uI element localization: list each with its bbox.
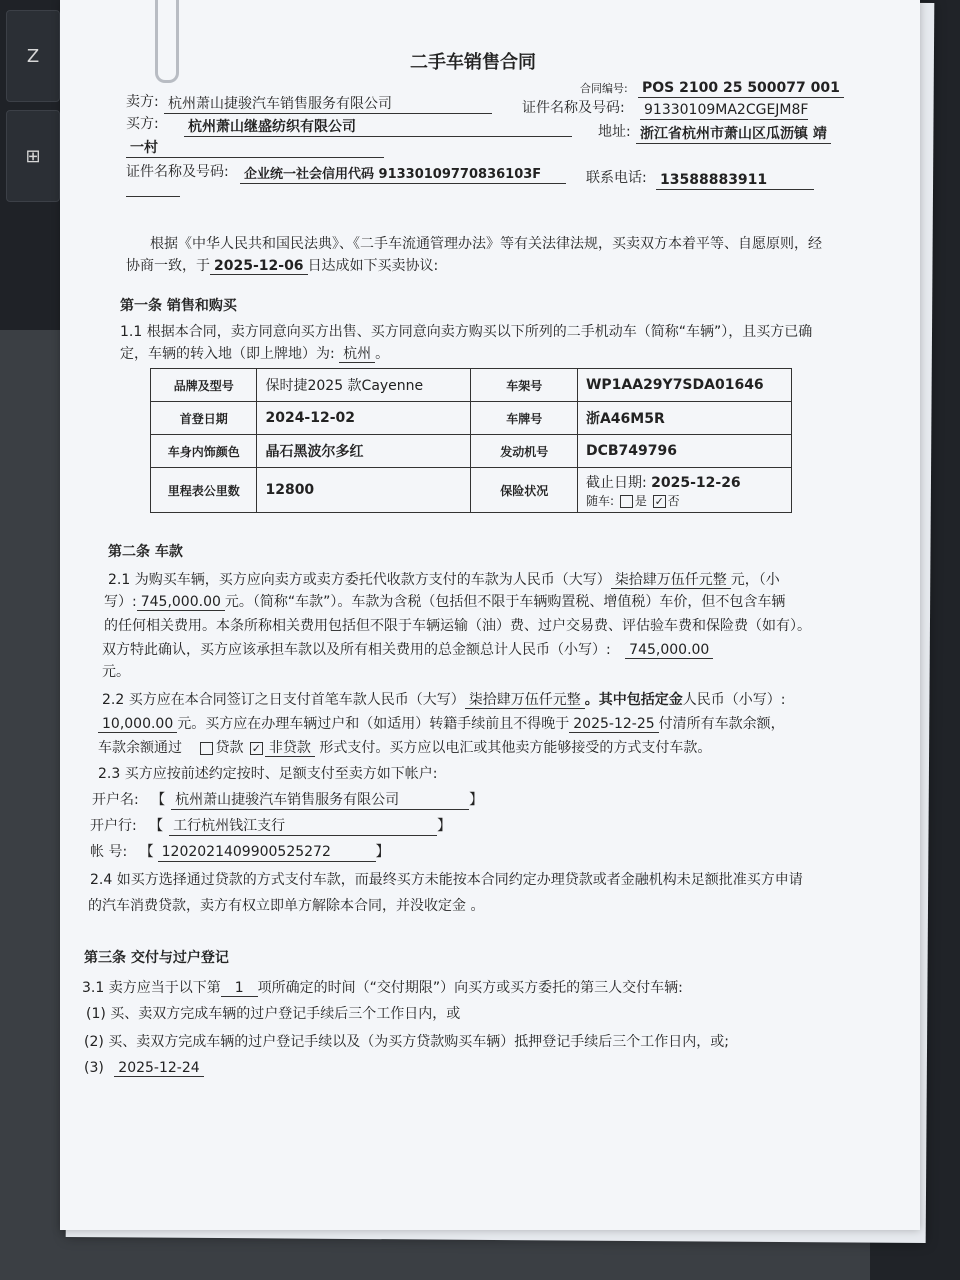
insurance-with-label: 随车: xyxy=(585,493,614,508)
account-no-label: 帐 号: xyxy=(90,844,128,860)
article-2-4-line-1: 2.4 如买方选择通过贷款的方式支付车款，而最终买方未能按本合同约定办理贷款或者金融机构未足额批准买方申请 xyxy=(90,872,803,888)
vin-label: 车架号 xyxy=(471,369,577,402)
paper-clip-icon xyxy=(155,0,179,83)
insurance-no: 否 xyxy=(667,493,680,508)
insurance-cell xyxy=(577,468,791,513)
insurance-yes: 是 xyxy=(634,493,647,508)
plate-value: 浙A46M5R xyxy=(577,402,791,435)
agreement-date: 2025-12-06 xyxy=(210,258,308,275)
deposit-amount: 10,000.00 xyxy=(98,716,177,733)
article-2-1-line-1: 2.1 为购买车辆，买方应向卖方或卖方委托代收款方支付的车款为人民币（大写） xyxy=(108,572,611,588)
engine-label: 发动机号 xyxy=(471,435,577,468)
period: 。 xyxy=(375,346,390,362)
account-no: 1202021409900525272 xyxy=(158,844,376,862)
article-2-1-line-3: 的任何相关费用。本条所称相关费用包括但不限于车辆运输（油）费、过户交易费、评估验车费和保险费（如有）。 xyxy=(104,618,811,634)
article-3-1-item-3-label: (3) xyxy=(84,1060,104,1076)
price-in-words: 柒拾肆万伍仟元整 xyxy=(611,572,731,589)
contract-no: POS 2100 25 500077 001 xyxy=(638,80,844,98)
brand-label: 品牌及型号 xyxy=(151,369,257,402)
article-2-2-line-2a: 元。买方应在办理车辆过户和（如适用）转籍手续前且不得晚于 xyxy=(177,716,570,732)
insurance-expiry-label: 截止日期: xyxy=(585,474,647,491)
buyer-address-cont: 一村 xyxy=(126,140,384,158)
table-row xyxy=(151,468,792,513)
vin-value: WP1AA29Y7SDA01646 xyxy=(577,369,791,402)
article-2-1-line-4: 双方特此确认，买方应该承担车款以及所有相关费用的总金额总计人民币（小写）: xyxy=(102,642,611,658)
plate-label: 车牌号 xyxy=(471,402,577,435)
article-2-1-line-1b: 元，（小 xyxy=(730,572,780,588)
intro-line-1: 根据《中华人民共和国民法典》、《二手车流通管理办法》等有关法律法规，买卖双方本着平等、自愿原则，经 xyxy=(150,236,822,252)
buyer-id-label: 证件名称及号码: xyxy=(126,164,229,180)
account-bank-label: 开户行: xyxy=(90,818,137,834)
delivery-option-number: 1 xyxy=(221,980,258,997)
article-3-1-b: 项所确定的时间（“交付期限”）向买方或买方委托的第三人交付车辆: xyxy=(257,980,683,996)
article-2-2-line-1c: 人民币（小写）: xyxy=(682,692,786,708)
price-amount: 745,000.00 xyxy=(137,594,225,611)
article-2-1-line-5: 元。 xyxy=(102,664,130,680)
reg-date-label: 首登日期 xyxy=(151,402,257,435)
reg-date-value: 2024-12-02 xyxy=(257,402,471,435)
buyer-phone: 13588883911 xyxy=(656,172,814,190)
seller-name: 杭州萧山捷骏汽车销售服务有限公司 xyxy=(164,96,492,114)
article-3-title: 第三条 交付与过户登记 xyxy=(84,950,229,966)
checkbox-empty-icon xyxy=(200,742,213,755)
vehicle-info-table xyxy=(150,368,792,513)
total-amount: 745,000.00 xyxy=(625,642,713,659)
loan-option: 贷款 xyxy=(215,740,244,756)
article-2-title: 第二条 车款 xyxy=(108,544,183,560)
article-2-2-line-1a: 2.2 买方应在本合同签订之日支付首笔车款人民币（大写） xyxy=(102,692,465,708)
color-value: 晶石黑波尔多红 xyxy=(257,435,471,468)
engine-value: DCB749796 xyxy=(577,435,791,468)
article-2-2-line-3b: 形式支付。买方应以电汇或其他卖方能够接受的方式支付车款。 xyxy=(319,740,712,756)
article-1-1-line-2: 定，车辆的转入地（即上牌地）为: xyxy=(120,346,335,362)
article-3-1-item-1: (1) 买、卖双方完成车辆的过户登记手续后三个工作日内，或 xyxy=(86,1006,461,1022)
buyer-id: 企业统一社会信用代码 91330109770836103F xyxy=(240,167,566,184)
deposit-included: 。其中包括定金 xyxy=(584,692,683,708)
contract-no-label: 合同编号: xyxy=(580,82,628,95)
article-2-1-line-2a: 写）: xyxy=(104,594,137,610)
first-payment-words: 柒拾肆万伍仟元整 xyxy=(465,692,585,709)
intro-line-2b: 日达成如下买卖协议: xyxy=(307,258,439,274)
delivery-date: 2025-12-24 xyxy=(114,1060,203,1077)
account-name-label: 开户名: xyxy=(92,792,139,808)
article-2-2-line-2b: 付清所有车款余额， xyxy=(658,716,785,732)
contract-page: 二手车销售合同 合同编号: POS 2100 25 500077 001 卖方: 杭州萧山捷骏汽车销售服务有限公司 证件名称及号码: 91330109MA2CGEJM8F 买方: 杭州萧山继盛纺织有限公司 地址: 浙江省杭州市萧山区瓜沥镇 靖 一村 证件名称及号码: 企业统一社会信用代码 91330109770836103F 联系电话: 13588883911 根据《中华人民共和国民法典》、《二手车流通管理办法》等有关法律法规，买卖双方本着平等、自愿原则，经 协商一致，于 2025-12-06 日达成如下买卖协议: 第一条 销售和购买 1.1 根据本合同，卖方同意向买方出售、买方同意向卖方购买以下所列的二手机动车（简称“车辆”），且买方已确 定，车辆的转入地（即上牌地）为: 杭州 。 品牌及型号 保时捷2025 款Cayenne 车架号 WP1AA29Y7SDA01646 首登日期 2024-12-02 车牌号 浙A46M5R 车身内饰颜色 晶石黑波尔多红 发动机号 DCB749796 里程表公里数 12800 保险状况 截止日期: 2025-12-26 随车: 是 ✓ 否 第二条 车款 2.1 为购买车辆，买方应向卖方或卖方委托代收款方支付的车款为人民币（大写） 柒拾肆万伍仟元整 元，（小 写）: 745,000.00 元。（简称“车款”）。车款为含税（包括但不限于车辆购置税、增值税）车价，但不包含车辆 的任何相关费用。本条所称相关费用包括但不限于车辆运输（油）费、过户交易费、评估验车费和保险费（如有）。 双方特此确认，买方应该承担车款以及所有相关费用的总金额总计人民币（小写）: 745,000.00 元。 2.2 买方应在本合同签订之日支付首笔车款人民币（大写） 柒拾肆万伍仟元整 。其中包括定金人民币（小写）: 10,000.00 元。买方应在办理车辆过户和（如适用）转籍手续前且不得晚于 2025-12-25 付清所有车款余额， 车款余额通过 贷款 ✓ 非贷款 形式支付。买方应以电汇或其他卖方能够接受的方式支付车款。 2.3 买方应按前述约定按时、足额支付至卖方如下帐户: 开户名: 【 杭州萧山捷骏汽车销售服务有限公司 】 开户行: 【 工行杭州钱江支行 】 帐 号: 【 1202021409900525272 】 2.4 如买方选择通过贷款的方式支付车款，而最终买方未能按本合同约定办理贷款或者金融机构未足额批准买方申请 的汽车消费贷款，卖方有权立即单方解除本合同，并没收定金 。 第三条 交付与过户登记 3.1 卖方应当于以下第 1 项所确定的时间（“交付期限”）向买方或买方委托的第三人交付车辆: (1) 买、卖双方完成车辆的过户登记手续后三个工作日内，或 (2) 买、卖双方完成车辆的过户登记手续以及（为买方贷款购买车辆）抵押登记手续后三个工作日内，或; (3) 2025-12-24 xyxy=(60,0,920,1230)
address-label: 地址: xyxy=(598,124,631,140)
table-row xyxy=(151,369,792,402)
registration-city: 杭州 xyxy=(339,346,375,363)
table-row xyxy=(151,402,792,435)
insurance-label: 保险状况 xyxy=(471,468,577,513)
table-row xyxy=(151,435,792,468)
account-bank: 工行杭州钱江支行 xyxy=(169,818,437,836)
buyer-label: 买方: xyxy=(126,116,159,132)
key-z: Z xyxy=(6,10,60,102)
article-2-3: 2.3 买方应按前述约定按时、足额支付至卖方如下帐户: xyxy=(98,766,438,782)
checkbox-empty-icon xyxy=(620,495,633,508)
account-name: 杭州萧山捷骏汽车销售服务有限公司 xyxy=(171,792,469,810)
mileage-value: 12800 xyxy=(257,468,471,513)
checkbox-checked-icon: ✓ xyxy=(251,741,262,755)
blank-line xyxy=(126,186,180,197)
article-2-1-line-2b: 元。（简称“车款”）。车款为含税（包括但不限于车辆购置税、增值税）车价，但不包含车辆 xyxy=(224,594,786,610)
article-3-1-a: 3.1 卖方应当于以下第 xyxy=(82,980,221,996)
seller-id: 91330109MA2CGEJM8F xyxy=(640,102,808,120)
brand-value: 保时捷2025 款Cayenne xyxy=(257,369,471,402)
seller-id-label: 证件名称及号码: xyxy=(522,100,625,116)
phone-label: 联系电话: xyxy=(586,170,647,186)
article-2-4-line-2: 的汽车消费贷款，卖方有权立即单方解除本合同，并没收定金 。 xyxy=(88,898,485,914)
page-title: 二手车销售合同 xyxy=(410,52,536,73)
non-loan-option: 非贷款 xyxy=(265,740,315,757)
color-label: 车身内饰颜色 xyxy=(151,435,257,468)
key-windows: ⊞ xyxy=(6,110,60,202)
insurance-expiry: 2025-12-26 xyxy=(651,474,741,491)
checkbox-checked-icon: ✓ xyxy=(654,494,664,508)
balance-deadline: 2025-12-25 xyxy=(569,716,658,733)
buyer-name: 杭州萧山继盛纺织有限公司 xyxy=(184,119,572,137)
buyer-address: 浙江省杭州市萧山区瓜沥镇 靖 xyxy=(636,126,831,144)
intro-line-2a: 协商一致，于 xyxy=(126,258,210,274)
article-1-title: 第一条 销售和购买 xyxy=(120,298,237,314)
article-2-2-line-3a: 车款余额通过 xyxy=(98,740,182,756)
article-3-1-item-2: (2) 买、卖双方完成车辆的过户登记手续以及（为买方贷款购买车辆）抵押登记手续后三个工作日内，或; xyxy=(84,1034,729,1050)
seller-label: 卖方: xyxy=(126,94,159,110)
article-1-1-line-1: 1.1 根据本合同，卖方同意向买方出售、买方同意向卖方购买以下所列的二手机动车（简称“车辆”），且买方已确 xyxy=(120,324,813,340)
mileage-label: 里程表公里数 xyxy=(151,468,257,513)
